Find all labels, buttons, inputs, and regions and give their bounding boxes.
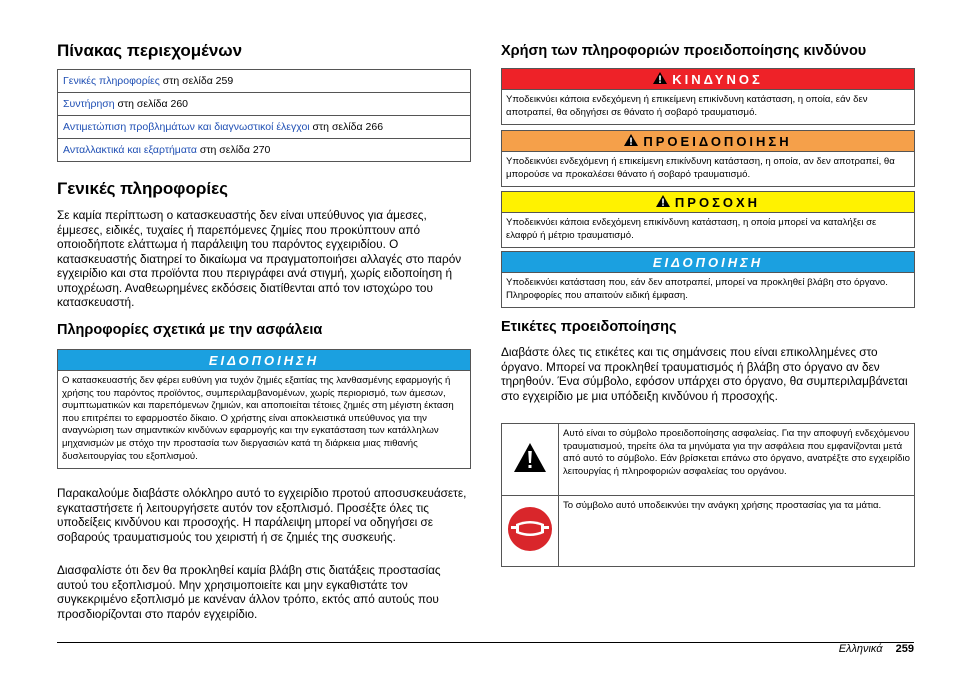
toc-row xyxy=(58,70,471,93)
toc-page-ref: στη σελίδα 259 xyxy=(159,74,234,87)
danger-label: ΚΙΝΔΥΝΟΣ xyxy=(672,71,763,87)
toc-link-general[interactable]: Γενικές πληροφορίες xyxy=(63,74,160,87)
toc-title: Πίνακας περιεχομένων xyxy=(57,41,243,60)
safety-paragraph-1: Παρακαλούμε διαβάστε ολόκληρο αυτό το εγχειρίδιο προτού αποσυσκευάσετε, εγκαταστήσετε ή λειτουργήσετε αυτόν τον εξοπλισμό. Προσέξτε όλες τις υποδείξεις κινδύνου και προσοχής. Η παράλειψη μπορεί να οδηγήσει σε σοβαρούς τραυματισμούς του χειριστή ή σε ζημιές της συσκευής. xyxy=(57,486,467,544)
labels-title: Ετικέτες προειδοποίησης xyxy=(501,319,677,335)
caution-header xyxy=(502,192,914,213)
danger-text: Υποδεικνύει κάποια ενδεχόμενη ή επικείμενη επικίνδυνη κατάσταση, η οποία, εάν δεν αποτραπεί, θα οδηγήσει σε θάνατο ή σοβαρό τραυματισμό. xyxy=(506,94,868,118)
eye-protection-icon xyxy=(507,544,553,555)
caution-label: ΠΡΟΣΟΧΗ xyxy=(674,194,761,210)
footer-language: Ελληνικά xyxy=(838,643,883,655)
table-row xyxy=(502,496,915,567)
general-text: Σε καμία περίπτωση ο κατασκευαστής δεν είναι υπεύθυνος για άμεσες, έμμεσες, ειδικές, τυχαίες ή παρεπόμενες ζημίες που προκύπτουν από οποιοδήποτε ελάττωμα ή παράλειψη του παρόντος εγχειριδίου. Ο κατασκευαστής διατηρεί το δικαίωμα να πραγματοποιήσει αλλαγές στο παρόν εγχειρίδιο και στα προϊόντα που περιγράφει ανά στιγμή, χωρίς ειδοποίηση ή υποχρέωση. Αναθεωρημένες εκδόσεις διατίθενται από τον ιστοχώρο του κατασκευαστή. xyxy=(57,208,462,309)
warning-label: ΠΡΟΕΙΔΟΠΟΙΗΣΗ xyxy=(643,133,792,149)
toc-row xyxy=(58,93,471,116)
toc-page-ref: στη σελίδα 260 xyxy=(114,97,189,110)
notice-header: ΕΙΔΟΠΟΙΗΣΗ xyxy=(502,252,914,273)
hazard-title: Χρήση των πληροφοριών προειδοποίησης κινδύνου xyxy=(501,43,867,59)
toc-link-maintenance[interactable]: Συντήρηση xyxy=(63,97,115,110)
danger-box xyxy=(501,68,915,125)
toc-row xyxy=(58,139,471,162)
warning-box xyxy=(501,130,915,187)
toc-row xyxy=(58,116,471,139)
page-number: 259 xyxy=(895,643,914,655)
page-footer xyxy=(839,643,914,655)
toc-page-ref: στη σελίδα 270 xyxy=(197,143,271,156)
warning-triangle-icon xyxy=(656,195,670,210)
toc-link-troubleshooting[interactable]: Αντιμετώπιση προβλημάτων και διαγνωστικοί έλεγχοι xyxy=(63,120,310,133)
table-row xyxy=(502,424,915,496)
labels-text: Διαβάστε όλες τις ετικέτες και τις σημάνσεις που είναι επικολλημένες στο όργανο. Μπορεί να προκληθεί τραυματισμός ή βλάβη στο όργανο αν δεν τηρηθούν. Ένα σύμβολο, εφόσον υπάρχει στο όργανο, θα συμπεριλαμβάνεται στο εγχειρίδιο με μια υπόδειξη κινδύνου ή προσοχής. xyxy=(501,345,908,403)
toc-table xyxy=(57,69,471,162)
warning-triangle-icon xyxy=(653,72,667,87)
warning-header xyxy=(502,131,914,152)
label-description: Το σύμβολο αυτό υποδεικνύει την ανάγκη χρήσης προστασίας για τα μάτια. xyxy=(559,496,915,567)
safety-alert-triangle-icon xyxy=(513,465,547,476)
notice-text: Ο κατασκευαστής δεν φέρει ευθύνη για τυχόν ζημιές εξαιτίας της λανθασμένης εφαρμογής ή χρήσης του παρόντος προϊόντος, συμπεριλαμβανομένων, χωρίς περιορισμό, των άμεσων, συμπτωματικών και παρεπόμενων ζημιών, και αποποιείται τέτοιες ζημιές στη μέγιστη έκταση που επιτρέπει το εφαρμοστέο δίκαιο. Ο χρήστης είναι αποκλειστικά υπεύθυνος για την αναγνώριση των σημαντικών κινδύνων εφαρμογής και την εγκατάσταση των κατάλληλων μηχανισμών με στόχο την προστασία των διεργασιών κατά τη διάρκεια μιας πιθανής δυσλειτουργίας του εξοπλισμού. xyxy=(62,375,454,462)
warning-text: Υποδεικνύει ενδεχόμενη ή επικείμενη επικίνδυνη κατάσταση, η οποία, αν δεν αποτραπεί, θα μπορούσε να προκαλέσει θάνατο ή σοβαρό τραυματισμό. xyxy=(506,156,895,180)
safety-paragraph-2: Διασφαλίστε ότι δεν θα προκληθεί καμία βλάβη στις διατάξεις προστασίας αυτού του εξοπλισμού. Μην χρησιμοποιείτε και μην εγκαθιστάτε τον συγκεκριμένο εξοπλισμό με κανέναν άλλον τρόπο, εκτός από αυτούς που προσδιορίζονται στο παρόν εγχειρίδιο. xyxy=(57,563,441,621)
footer-divider xyxy=(57,642,914,643)
safety-title: Πληροφορίες σχετικά με την ασφάλεια xyxy=(57,322,323,338)
notice-text: Υποδεικνύει κατάσταση που, εάν δεν αποτραπεί, μπορεί να προκληθεί βλάβη στο όργανο. Πληροφορίες που απαιτούν ειδική έμφαση. xyxy=(506,277,888,301)
notice-box xyxy=(501,251,915,308)
caution-text: Υποδεικνύει κάποια ενδεχόμενη επικίνδυνη κατάσταση, η οποία μπορεί να καταλήξει σε ελαφρύ ή μέτριο τραυματισμό. xyxy=(506,217,877,241)
toc-page-ref: στη σελίδα 266 xyxy=(309,120,384,133)
warning-triangle-icon xyxy=(624,134,638,149)
label-description: Αυτό είναι το σύμβολο προειδοποίησης ασφαλείας. Για την αποφυγή ενδεχόμενου τραυματισμού, τηρείτε όλα τα μηνύματα για την ασφάλεια που εμφανίζονται μετά από αυτό το σύμβολο. Εάν βρίσκεται επάνω στο όργανο, ανατρέξτε στο εγχειρίδιο λειτουργίας ή πληροφοριών ασφαλείας του οργάνου. xyxy=(559,424,915,496)
notice-header: ΕΙΔΟΠΟΙΗΣΗ xyxy=(58,350,470,371)
danger-header xyxy=(502,69,914,90)
toc-link-parts[interactable]: Ανταλλακτικά και εξαρτήματα xyxy=(63,143,197,156)
labels-table xyxy=(501,423,915,567)
safety-notice-box xyxy=(57,349,471,469)
general-title: Γενικές πληροφορίες xyxy=(57,179,228,198)
caution-box xyxy=(501,191,915,248)
